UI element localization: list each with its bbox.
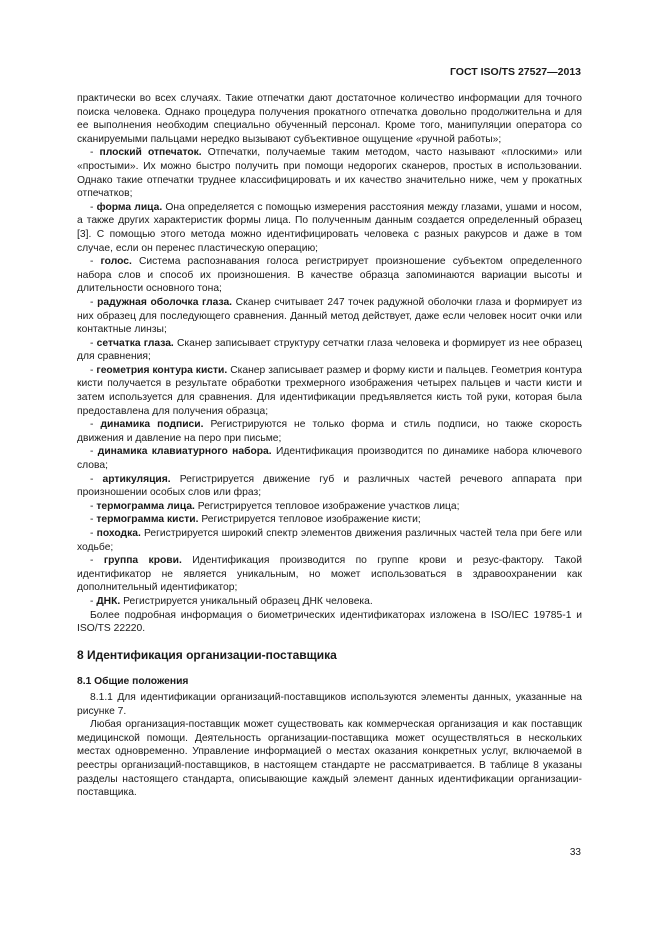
list-item [77, 513, 582, 527]
list-term: термограмма лица. [96, 500, 195, 512]
list-dash: - [90, 473, 94, 485]
page-number: 33 [569, 847, 581, 858]
list-term: сетчатка глаза. [96, 337, 174, 349]
list-text: Отпечатки, получаемые таким методом, часто называют «плоскими» или «простыми». Их можно быстро получить при помощи недорогих сканеров, простых в использовании. Однако такие отпечатки труднее классифицировать и их качество значительно ниже, чем у прокатных отпечатков; [77, 147, 582, 200]
list-term: динамика подписи. [100, 419, 204, 431]
list-item [77, 296, 582, 337]
section-8-heading: 8 Идентификация организации-поставщика [77, 647, 337, 662]
list-dash: - [90, 201, 94, 213]
list-term: походка. [96, 528, 141, 539]
list-term: термограмма кисти. [96, 514, 199, 526]
section-8-1-heading: 8.1 Общие положения [77, 676, 189, 688]
list-text: Сканер считывает 247 точек радужной оболочки глаза и формирует из них образец для последующего сравнения. Данный метод действует, даже если человек носит очки или контактные линзы; [77, 296, 583, 336]
list-text: Регистрируются не только форма и стиль подписи, но также скорость движения и давление на перо при письме; [77, 419, 582, 444]
document-header: ГОСТ ISO/TS 27527—2013 [449, 66, 581, 78]
list-item [77, 445, 582, 472]
list-term: группа крови. [103, 555, 182, 567]
list-item [77, 527, 582, 554]
list-item [77, 337, 582, 364]
list-text: Регистрируется тепловое изображение участков лица; [194, 500, 460, 512]
list-term: форма лица. [96, 201, 163, 213]
list-dash: - [90, 595, 94, 607]
list-term: плоский отпечаток. [99, 147, 202, 159]
list-text: Идентификация производится по динамике набора ключевого слова; [77, 446, 582, 472]
section-8-1-1-paragraph: 8.1.1 Для идентификации организаций-поставщиков используются элементы данных, указанные на рисунке 7. [77, 691, 582, 717]
list-term: артикуляция. [102, 473, 171, 485]
list-item [77, 255, 582, 296]
list-dash: - [90, 528, 94, 539]
list-text: Регистрируется тепловое изображение кисти; [198, 514, 421, 526]
list-dash: - [90, 514, 94, 526]
list-text: Она определяется с помощью измерения расстояния между глазами, ушами и носом, а также других характеристик формы лица. По полученным данным создается определенный образец [3]. С помощью этого метода можно идентифицировать человека с разных ракурсов и даже в том случае, если он перенес пластическую операцию; [77, 201, 582, 254]
list-text: Сканер записывает структуру сетчатки глаза человека и формирует из нее образец для сравнения; [77, 337, 582, 363]
list-dash: - [90, 256, 94, 268]
list-item [77, 201, 582, 255]
list-item [77, 418, 582, 445]
biometric-list [77, 146, 582, 608]
list-item [77, 473, 582, 500]
list-dash: - [90, 364, 94, 376]
page-body [77, 92, 582, 800]
list-dash: - [90, 555, 94, 567]
list-item [77, 146, 582, 200]
list-text: Регистрируется движение губ и различных частей речевого аппарата при произношении особых слов или фраз; [77, 473, 582, 499]
list-dash: - [90, 296, 94, 308]
list-term: радужная оболочка глаза. [97, 296, 233, 308]
list-term: динамика клавиатурного набора. [97, 446, 272, 458]
list-term: ДНК. [96, 595, 121, 607]
list-dash: - [90, 337, 94, 349]
list-text: Регистрируется широкий спектр элементов движения различных частей тела при беге или ходьбе; [77, 528, 582, 553]
list-item [77, 554, 582, 595]
list-item [77, 500, 582, 514]
closing-paragraph: Более подробная информация о биометрических идентификаторах изложена в ISO/IEC 19785-1 и ISO/TS 22220. [77, 609, 582, 635]
list-term: геометрия контура кисти. [96, 364, 228, 376]
section-8-1-paragraph-2: Любая организация-поставщик может существовать как коммерческая организация и как поставщик медицинской помощи. Деятельность организации-поставщика может осуществляться в нескольких местах одновременно. Управление информацией о местах оказания конкретных услуг, включаемой в реестры организаций-поставщиков, в настоящем стандарте не рассматривается. В таблице 8 указаны разделы настоящего стандарта, описывающие каждый элемент данных идентификации организации-поставщика. [77, 719, 582, 799]
list-dash: - [90, 500, 94, 512]
list-term: голос. [100, 256, 132, 268]
list-dash: - [90, 147, 94, 159]
list-text: Регистрируется уникальный образец ДНК человека. [120, 595, 373, 607]
list-text: Система распознавания голоса регистрирует произношение субъектом определенного набора слов и способ их произношения. В качестве образца запоминаются вариации высоты и длительности основного тона; [77, 256, 582, 295]
list-text: Сканер записывает размер и форму кисти и пальцев. Геометрия контура кисти получается в результате обработки трехмерного изображения четырех пальцев и части кисти и затем используется для сравнения. Для идентификации предъявляется кисть той руки, которая была предоставлена для получения образца; [77, 364, 582, 417]
list-item [77, 364, 582, 418]
list-dash: - [90, 446, 94, 458]
intro-paragraph: практически во всех случаях. Такие отпечатки дают достаточное количество информации для точного поиска человека. Однако процедура получения прокатного отпечатка довольно продолжительна и для ее выполнения необходим специально обученный персонал. Кроме того, манипуляции оператора со сканируемыми пальцами нередко вызывают субъективное ощущение «ручной работы»; [77, 93, 582, 145]
list-item [77, 595, 582, 609]
list-text: Идентификация производится по группе крови и резус-фактору. Такой идентификатор не является уникальным, но может использоваться в здравоохранении как дополнительный идентификатор; [77, 555, 582, 594]
list-dash: - [90, 419, 94, 431]
